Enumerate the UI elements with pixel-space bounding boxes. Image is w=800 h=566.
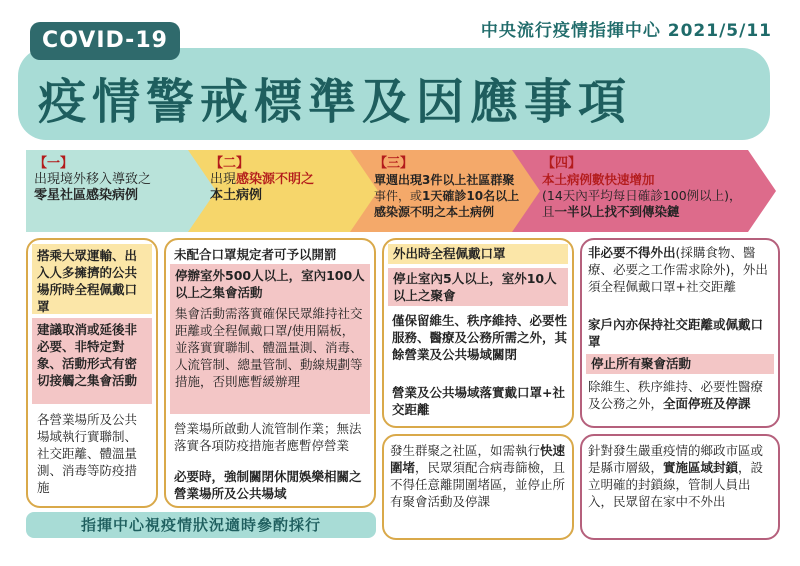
col2-pink-box	[170, 264, 370, 414]
level-3-measures	[382, 238, 574, 428]
col4b-text	[588, 442, 774, 510]
col4-p3b: 全面停班及停課	[663, 396, 751, 411]
page-title: 疫情警戒標準及因應事項	[38, 74, 633, 130]
col4-p1	[588, 244, 774, 295]
level-4-arrow	[512, 150, 778, 232]
col3-yellow: 外出時全程佩戴口罩	[388, 244, 568, 264]
col4-p1a: 非必要不得外出	[588, 245, 676, 260]
col4-p1b: (採購食物、醫療、必要之工作需求除外)，外出須全程佩戴口罩+社交距離	[588, 245, 768, 294]
col4-pink: 停止所有聚會活動	[586, 354, 774, 374]
level-1-measures	[26, 238, 158, 508]
level-2-number: 【二】	[210, 156, 250, 171]
col3b-t2: 快速圍堵	[390, 443, 566, 475]
col4-p3	[588, 378, 774, 412]
agency-date: 中央流行疫情指揮中心 2021/5/11	[480, 21, 772, 41]
footer-note: 指揮中心視疫情狀況適時參酌採行	[26, 512, 376, 538]
level-3-line2b: 1天確診10名以上	[422, 189, 520, 203]
covid-tag: COVID-19	[30, 22, 180, 60]
col3b-t1: 發生群聚之社區，如需執行	[390, 443, 541, 458]
level-2-pre: 出現	[210, 172, 237, 187]
col1-pink: 建議取消或延後非必要、非特定對象、活動形式有密切接觸之集會活動	[32, 318, 152, 404]
level-4-number: 【四】	[542, 156, 582, 171]
col4-p3a: 除維生、秩序維持、必要性醫療及公務之外，	[588, 379, 764, 411]
level-4-line2: (14天內平均每日確診100例以上)，	[542, 188, 742, 203]
col4b-t1: 針對發生嚴重疫情的鄉政市區或是縣市層級，	[588, 443, 764, 475]
col4b-t2: 實施區域封鎖	[663, 460, 739, 475]
level-4-line3b: 一半以上找不到傳染鏈	[554, 204, 680, 219]
level-2-red: 感染源不明之	[236, 172, 315, 187]
level-3-line3: 感染源不明之本土病例	[374, 205, 495, 219]
col2-pink-title: 停辦室外500人以上，室內100人以上之集會活動	[175, 268, 365, 300]
col3-p1b: 營業及公共場域關閉	[404, 347, 518, 362]
col3-pink: 停止室內5人以上，室外10人以上之聚會	[388, 268, 568, 306]
col3-p1: 僅保留維生、秩序維持、必要性服務、醫療及公務所需之外，其餘	[392, 313, 568, 362]
level-3-line1: 單週出現3件以上社區群聚	[374, 173, 515, 187]
col2-head: 未配合口罩規定者可予以開罰	[174, 247, 337, 262]
level-4-measures-lockdown	[580, 434, 780, 540]
level-3-line2a: 事件，或	[374, 189, 423, 203]
level-4-line1: 本土病例數快速增加	[542, 172, 655, 187]
level-1-line1: 出現境外移入導致之	[34, 172, 152, 187]
level-3-measures-lockdown	[382, 434, 574, 540]
col3b-text	[390, 442, 570, 510]
level-2-measures	[164, 238, 376, 508]
col4-p2: 家戶內亦保持社交距離或佩戴口罩	[588, 317, 764, 349]
level-4-line3a: 且	[542, 204, 555, 219]
col2-plain1: 營業場所啟動人流管制作業；無法落實各項防疫措施者應暫停營業	[174, 421, 362, 453]
level-1-number: 【一】	[34, 156, 74, 171]
col3-p1-wrap	[390, 310, 570, 365]
level-4-measures	[580, 238, 780, 428]
level-1-line2: 零星社區感染病例	[34, 188, 139, 203]
col4b-t3: ，設立明確的封鎖線，管制人員出入，民眾留在家中不外出	[588, 460, 764, 509]
col2-pink-body: 集會活動需落實確保民眾維持社交距離或全程佩戴口罩/使用隔板，並落實實聯制、體溫量測、消毒、人流管制、總量管制、動線規劃等措施，否則應暫緩辦理	[175, 306, 363, 389]
col3-p2: 營業及公共場域落實戴口罩+社交距離	[392, 385, 565, 417]
col3b-t3: ，民眾須配合病毒篩檢，且不得任意離開圍堵區，並停止所有聚會活動及停課	[390, 460, 566, 509]
level-2-line2: 本土病例	[210, 188, 263, 203]
col1-yellow: 搭乘大眾運輸、出入人多擁擠的公共場所時全程佩戴口罩	[32, 244, 152, 314]
col2-plain2: 必要時，強制關閉休閒娛樂相關之營業場所及公共場域	[174, 469, 362, 501]
level-3-number: 【三】	[374, 156, 414, 171]
col1-plain: 各營業場所及公共場域執行實聯制、社交距離、體溫量測、消毒等防疫措施	[37, 412, 138, 495]
